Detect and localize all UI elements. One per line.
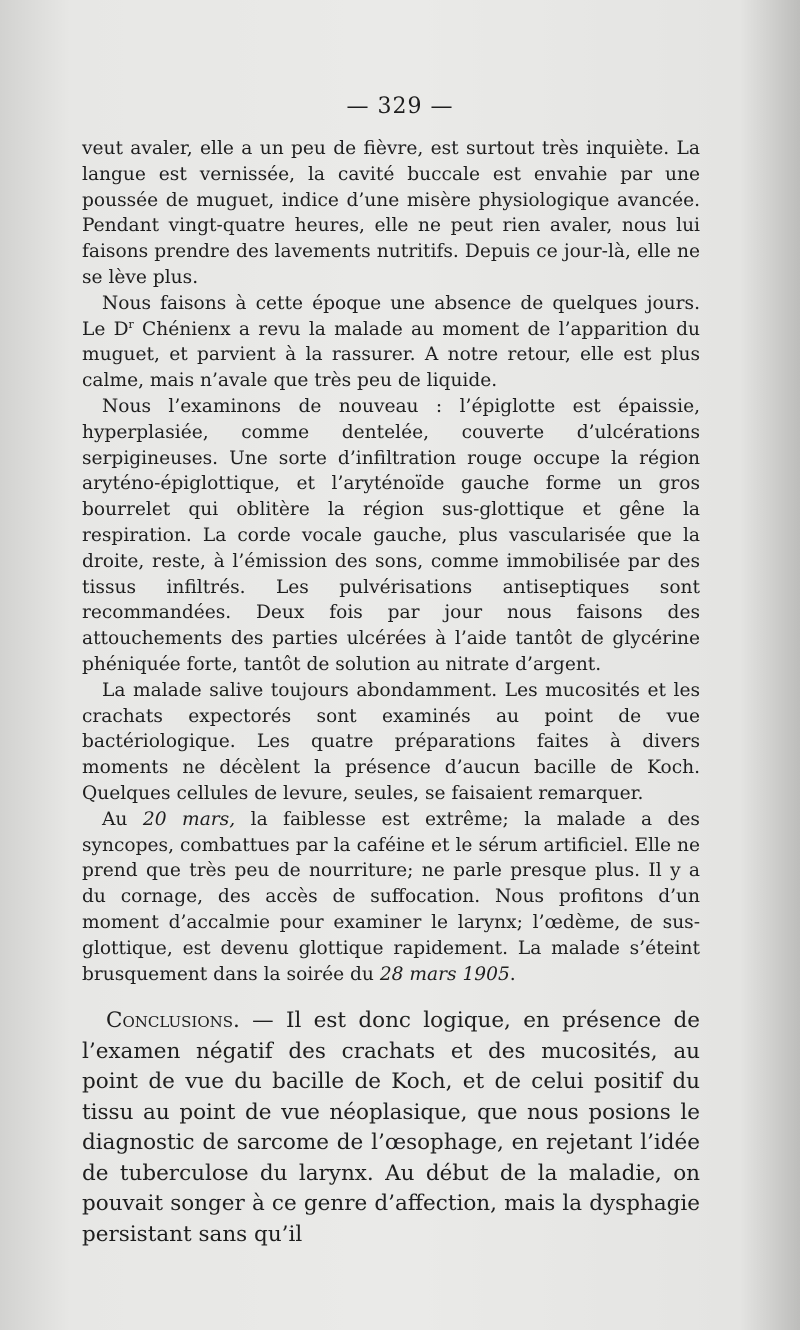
conclusions-section (82, 1006, 700, 1250)
paragraph-3: Nous l’examinons de nouveau : l’épiglotte est épaissie, hyperplasiée, comme dentelée, couverte d’ulcérations serpigineuses. Une sorte d’infiltration rouge occupe la région aryténo-épiglottique, et l’aryténoïde gauche forme un gros bourrelet qui oblitère la région sus-glottique et gêne la respiration. La corde vocale gauche, plus vascularisée que la droite, reste, à l’émission des sons, comme immobilisée par des tissus infiltrés. Les pulvérisations antiseptiques sont recommandées. Deux fois par jour nous faisons des attouchements des parties ulcérées à l’aide tantôt de glycérine phéniquée forte, tantôt de solution au nitrate d’argent. (82, 395, 700, 675)
paragraph-1: veut avaler, elle a un peu de fièvre, est surtout très inquiète. La langue est vernissée, la cavité buccale est envahie par une poussée de muguet, indice d’une misère physiologique avancée. Pendant vingt-quatre heures, elle ne peut rien avaler, nous lui faisons prendre des lavements nutritifs. Depuis ce jour-là, elle ne se lève plus. (82, 138, 700, 288)
paragraph-5-start: Au (102, 808, 143, 830)
paragraph-5-end: . (509, 963, 516, 985)
doctor-abbrev-superscript: r (128, 317, 134, 331)
conclusions-heading: Conclusions. (106, 1008, 240, 1033)
paragraph-2-end: Chénienx a revu la malade au moment de l’apparition du muguet, et parvient à la rassurer. A notre retour, elle est plus calme, mais n’avale que très peu de liquide. (82, 318, 700, 392)
date-march-28-1905: 28 mars 1905 (379, 963, 510, 985)
paragraph-4: La malade salive toujours abondamment. Les mucosités et les crachats expectorés sont examinés au point de vue bactériologique. Les quatre préparations faites à divers moments ne décèlent la présence d’aucun bacille de Koch. Quelques cellules de levure, seules, se faisaient remarquer. (82, 679, 700, 804)
paragraph-5 (82, 807, 700, 988)
page-number: — 329 — (346, 94, 454, 119)
observation-text (82, 136, 700, 987)
paragraph-2 (82, 291, 700, 394)
paragraph-5-middle: la faiblesse est extrême; la malade a des syncopes, combattues par la caféine et le sérum artificiel. Elle ne prend que très peu de nourriture; ne parle presque plus. Il y a du cornage, des accès de suffocation. Nous profitons d’un moment d’accalmie pour examiner le larynx; l’œdème, de sus-glottique, est devenu glottique rapidement. La malade s’éteint brusquement dans la soirée du (82, 808, 700, 985)
paragraph-2-start: Nous faisons à cette époque une absence de quelques jours. Le D (82, 292, 700, 340)
conclusions-text: — Il est donc logique, en présence de l’examen négatif des crachats et des mucosités, au point de vue du bacille de Koch, et de celui positif du tissu au point de vue néoplasique, que nous posions le diagnostic de sarcome de l’œsophage, en rejetant l’idée de tuberculose du larynx. Au début de la maladie, on pouvait songer à ce genre d’affection, mais la dysphagie persistant sans qu’il (82, 1008, 700, 1247)
conclusions-paragraph (82, 1006, 700, 1250)
date-march-20: 20 mars, (142, 808, 236, 830)
